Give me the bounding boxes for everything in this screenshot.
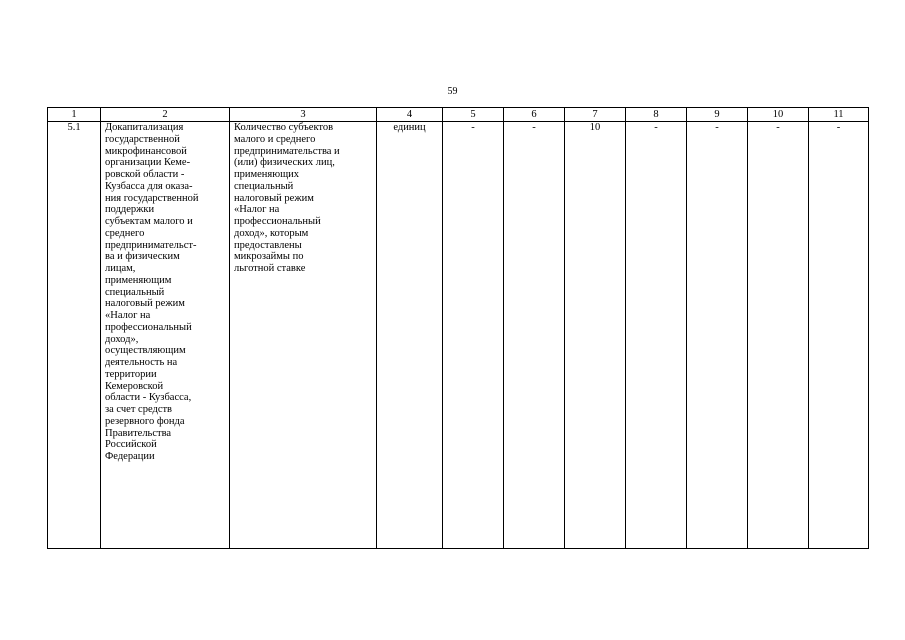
- table-row: [48, 122, 869, 549]
- cell-col-11: -: [809, 122, 869, 549]
- cell-activity: Докапитализация государственной микрофинансовой организации Кеме- ровской области - Кузбасса для оказа- ния государственной поддержки субъектам малого и среднего предпринимательст- ва и физическим лицам, применяющим специальный налоговый режим «Налог на профессиональный доход», осуществляющим деятельность на территории Кемеровской области - Кузбасса, за счет средств резервного фонда Правительства Российской Федерации: [101, 122, 230, 549]
- header-row: [48, 108, 869, 122]
- cell-col-6: -: [504, 122, 565, 549]
- header-col-10: 10: [748, 108, 809, 122]
- cell-col-5: -: [443, 122, 504, 549]
- indicators-table: [47, 107, 869, 549]
- cell-indicator: Количество субъектов малого и среднего предпринимательства и (или) физических лиц, применяющих специальный налоговый режим «Налог на профессиональный доход», которым предоставлены микрозаймы по льготной ставке: [230, 122, 377, 549]
- header-col-2: 2: [101, 108, 230, 122]
- header-col-1: 1: [48, 108, 101, 122]
- header-col-3: 3: [230, 108, 377, 122]
- cell-row-number: 5.1: [48, 122, 101, 549]
- header-col-9: 9: [687, 108, 748, 122]
- cell-unit: единиц: [377, 122, 443, 549]
- header-col-8: 8: [626, 108, 687, 122]
- header-col-6: 6: [504, 108, 565, 122]
- header-col-11: 11: [809, 108, 869, 122]
- header-col-7: 7: [565, 108, 626, 122]
- header-col-4: 4: [377, 108, 443, 122]
- cell-col-8: -: [626, 122, 687, 549]
- header-col-5: 5: [443, 108, 504, 122]
- table-header: [48, 108, 869, 122]
- cell-col-10: -: [748, 122, 809, 549]
- cell-col-9: -: [687, 122, 748, 549]
- cell-col-7: 10: [565, 122, 626, 549]
- page-number: 59: [447, 86, 458, 97]
